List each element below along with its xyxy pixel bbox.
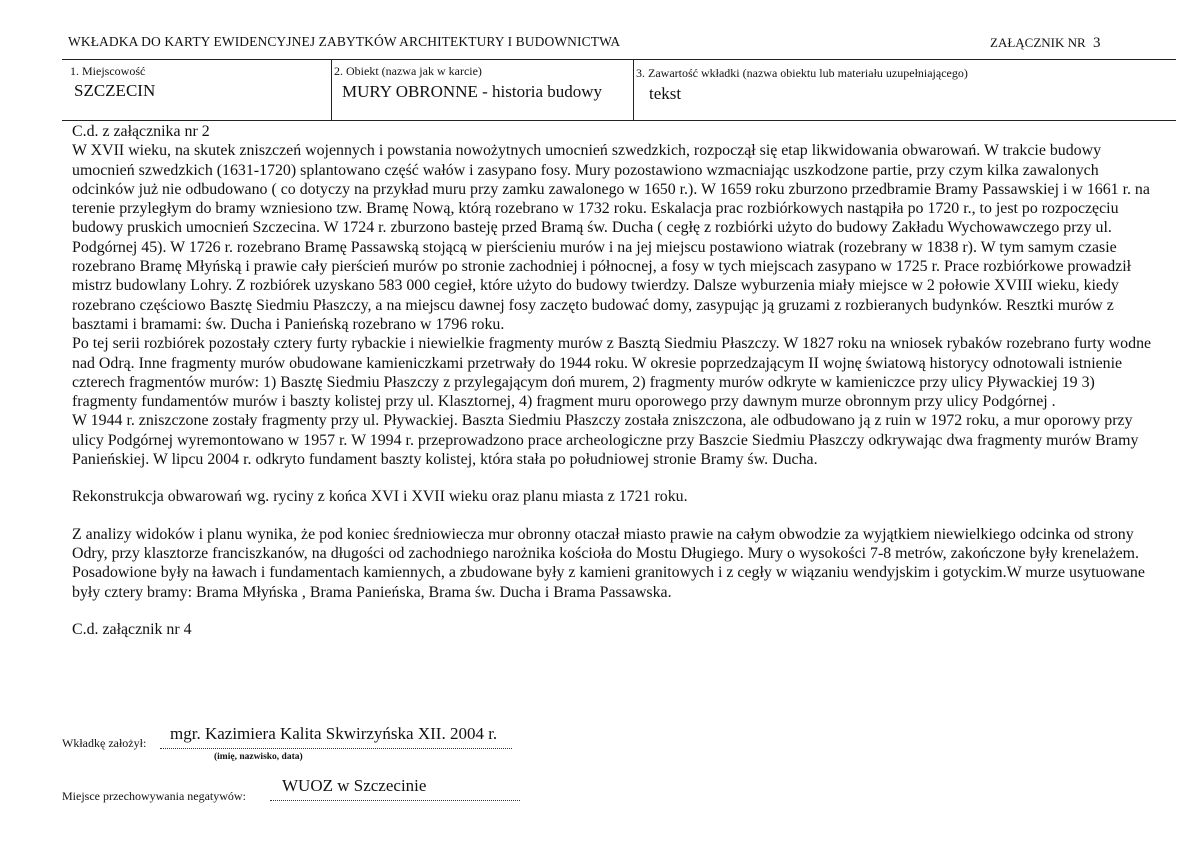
object-value: MURY OBRONNE - historia budowy [342, 82, 603, 101]
history-paragraph: W XVII wieku, na skutek zniszczeń wojennych i powstania nowożytnych umocnień szwedzkich, rozpoczął się etap likwidowania obwarowań. W trakcie budowy umocnień szwedzkich (1631-1720) splantowano część wałów i zasypano fosy. Mury pozostawiono wzmacniając uszkodzone partie, przy czym kilka zawalonych odcinków już nie odbudowano ( co dotyczy na przykład muru przy zamku zawalonego w 1650 r.). W 1659 roku zburzono przedbramie Bramy Passawskiej i w 1661 r. na terenie przyległym do bramy wzniesiono tzw. Bramę Nową, którą rozebrano w 1732 roku. Eskalacja prac rozbiórkowych nastąpiła po 1720 r., to jest po rozpoczęciu budowy pruskich umocnień Szczecina. W 1724 r. zburzono basteję przed Bramą św. Ducha ( cegłę z rozbiórki użyto do budowy Zakładu Wychowawczego przy ul. Podgórnej 45). W 1726 r. rozebrano Bramę Passawską stojącą w pierścieniu murów i na jej miejscu postawiono wiatrak (rozebrany w 1838 r). W tym samym czasie rozebrano Bramę Młyńską i prawie cały pierścień murów po stronie zachodniej i północnej, a fosy w tych miejscach zasypano w 1725 r. Prace rozbiórkowe prowadził mistrz budowlany Lohry. Z rozbiórek uzyskano 583 000 cegieł, które użyto do budowy twierdzy. Dalsze wyburzenia miały miejsce w 2 połowie XVIII wieku, kiedy rozebrano częściowo Basztę Siedmiu Płaszczy, a na miejscu dawnej fosy zaczęto budować domy, zasypując ją gruzami z rozbieranych budynków. Resztki murów z basztami i bramami: św. Ducha i Panieńską rozebrano w 1796 roku. [72, 142, 1150, 333]
document-body [72, 122, 1162, 639]
continuation-next-note: C.d. załącznik nr 4 [72, 620, 192, 638]
header-top-rule [62, 59, 1176, 60]
object-label: 2. Obiekt (nazwa jak w karcie) [334, 64, 482, 78]
author-label: Wkładkę założył: [62, 736, 147, 750]
attachment-number-value: 3 [1092, 35, 1101, 51]
field-divider-2 [633, 60, 634, 120]
author-value: mgr. Kazimiera Kalita Skwirzyńska XII. 2004 r. [170, 724, 498, 743]
analysis-paragraph: Z analizy widoków i planu wynika, że pod koniec średniowiecza mur obronny otaczał miasto prawie na całym obwodzie za wyjątkiem niewielkiego odcinka od strony Odry, przy klasztorze franciszkanów, na długości od zachodniego narożnika kościoła do Mostu Długiego. Mury o wysokości 7-8 metrów, zakończone były krenelażem. Posadowione były na ławach i fundamentach kamiennych, a zbudowane były z kamieni granitowych i z cegły w wiązaniu wendyjskim i gotyckim.W murze usytuowane były cztery bramy: Brama Młyńska , Brama Panieńska, Brama św. Ducha i Brama Passawska. [72, 525, 1145, 601]
locality-label: 1. Miejscowość [70, 64, 146, 78]
author-dotted-line [160, 748, 512, 749]
history-paragraph: W 1944 r. zniszczone zostały fragmenty przy ul. Pływackiej. Baszta Siedmiu Płaszczy została zniszczona, ale odbudowano ją z ruin w 1972 roku, a mur oporowy przy ulicy Podgórnej wyremontowano w 1957 r. W 1994 r. przeprowadzono prace archeologiczne przy Baszcie Siedmiu Płaszczy odkrywając dwa fragmenty murów Bramy Panieńskiej. W lipcu 2004 r. odkryto fundament baszty kolistej, która stała po południowej stronie Bramy św. Ducha. [72, 412, 1139, 469]
author-note: (imię, nazwisko, data) [214, 752, 303, 762]
history-paragraph: Po tej serii rozbiórek pozostały cztery furty rybackie i niewielkie fragmenty murów z Basztą Siedmiu Płaszczy. W 1827 roku na wniosek rybaków rozebrano furty wodne nad Odrą. Inne fragmenty murów obudowane kamieniczkami przetrwały do 1944 roku. W okresie poprzedzającym II wojnę światową historycy odnotowali istnienie czterech fragmentów murów: 1) Basztę Siedmiu Płaszczy z przylegającym doń murem, 2) fragmenty murów odkryte w kamieniczce przy ulicy Pływackiej 19 3) fragmenty fundamentów murów i baszty kolistej przy ul. Klasztornej, 4) fragment muru oporowego przy dawnym murze obronnym przy ulicy Podgórnej . [72, 335, 1152, 411]
storage-label: Miejsce przechowywania negatywów: [62, 789, 246, 803]
continuation-note: C.d. z załącznika nr 2 [72, 123, 210, 140]
field-divider-1 [331, 60, 332, 120]
storage-dotted-line [270, 800, 520, 801]
locality-value: SZCZECIN [74, 81, 156, 100]
content-value: tekst [649, 84, 682, 103]
attachment-label: ZAŁĄCZNIK NR [990, 35, 1086, 50]
header-bottom-rule [62, 120, 1176, 121]
form-title: WKŁADKA DO KARTY EWIDENCYJNEJ ZABYTKÓW ARCHITEKTURY I BUDOWNICTWA [68, 34, 621, 49]
storage-value: WUOZ w Szczecinie [282, 776, 427, 795]
reconstruction-note: Rekonstrukcja obwarowań wg. ryciny z końca XVI i XVII wieku oraz planu miasta z 1721 roku. [72, 488, 688, 506]
content-label: 3. Zawartość wkładki (nazwa obiektu lub materiału uzupełniającego) [636, 66, 968, 80]
attachment-number [990, 35, 1100, 52]
